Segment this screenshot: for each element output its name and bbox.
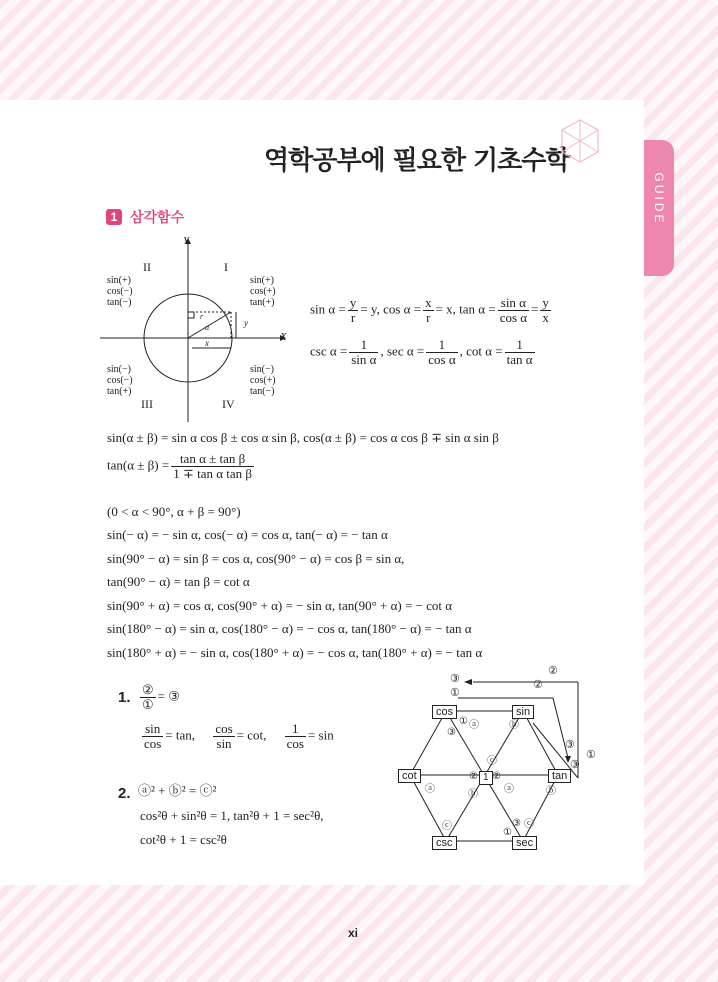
hex-marker-3: ③ <box>565 739 575 751</box>
hex-marker-c: ⓒ <box>487 756 497 767</box>
hex-marker-c: ⓒ <box>442 821 452 832</box>
reciprocal-definitions: csc α = $\frac{1}{\text{sin α}}$ , sec α = $\frac{1}{\text{cos α}}$ , cot α = $\frac{1}{\text{tan α}}$ <box>310 337 533 367</box>
identity-line: sin(180° + α) = − sin α, cos(180° + α) = − cos α, tan(180° + α) = − tan α <box>107 645 483 660</box>
hex-marker-a: ⓐ <box>469 720 479 731</box>
y-length-label: y <box>244 318 248 328</box>
hex-marker-1: ① <box>503 827 512 838</box>
hex-marker-1: ① <box>450 687 460 699</box>
rule-1-label: 1. <box>118 689 131 706</box>
hex-marker-a: ⓐ <box>504 784 514 795</box>
quadrant-2-label: II <box>143 260 151 274</box>
hex-marker-3: ③ <box>570 759 580 771</box>
hex-node-sin: sin <box>512 705 534 719</box>
rule-1-formula: $\frac{\text{②}}{\text{①}}$ = ③ <box>142 682 180 712</box>
hexagon-ornament-icon <box>560 118 600 164</box>
quadrant-4-label: IV <box>222 397 235 411</box>
identity-line: sin(90° − α) = sin β = cos α, cos(90° − α) = cos β = sin α, <box>107 551 405 566</box>
unit-circle-diagram <box>100 232 300 427</box>
hex-marker-1: ① <box>459 716 468 727</box>
q4-signs: sin(−) cos(+) tan(−) <box>250 364 276 397</box>
q3-signs: sin(−) cos(−) tan(+) <box>107 364 133 397</box>
hex-marker-1: ① <box>586 749 596 761</box>
section-heading <box>106 207 184 227</box>
hex-marker-2: ② <box>548 665 558 677</box>
hex-node-cos: cos <box>432 705 457 719</box>
addition-formula: sin(α ± β) = sin α cos β ± cos α sin β, cos(α ± β) = cos α cos β ∓ sin α sin β <box>107 430 499 445</box>
hex-node-tan: tan <box>548 769 571 783</box>
hex-marker-2: ② <box>469 771 478 782</box>
hex-marker-a: ⓐ <box>425 784 435 795</box>
hex-node-cot: cot <box>398 769 421 783</box>
hex-marker-b: ⓑ <box>468 789 478 800</box>
section-number: 1 <box>106 209 122 225</box>
hex-marker-2: ② <box>533 679 543 691</box>
q2-signs: sin(+) cos(−) tan(−) <box>107 275 133 308</box>
quadrant-1-label: I <box>224 260 228 274</box>
identity-line: sin(− α) = − sin α, cos(− α) = cos α, tan(− α) = − tan α <box>107 527 388 542</box>
radius-label: r <box>200 312 204 321</box>
page-number: xi <box>348 926 359 940</box>
hex-marker-3: ③ <box>447 727 456 738</box>
identity-line: (0 < α < 90°, α + β = 90°) <box>107 504 241 519</box>
rule-2-label: 2. <box>118 785 131 802</box>
rule-1-examples: $\frac{\sin}{\cos}$ = tan, $\frac{\cos}{\sin}$ = cot, $\frac{1}{\cos}$ = sin <box>144 721 334 751</box>
side-tab[interactable] <box>644 140 674 276</box>
q1-signs: sin(+) cos(+) tan(+) <box>250 275 276 308</box>
hex-marker-c: ⓒ <box>524 819 534 830</box>
quadrant-3-label: III <box>141 397 153 411</box>
hex-marker-2: ② <box>492 771 501 782</box>
rule-2-formula: ⓐ² + ⓑ² = ⓒ² <box>138 783 217 798</box>
y-axis-label: Y <box>183 235 190 247</box>
identity-line: sin(180° − α) = sin α, cos(180° − α) = − cos α, tan(180° − α) = − tan α <box>107 621 472 636</box>
rule-2-example-1: cos²θ + sin²θ = 1, tan²θ + 1 = sec²θ, <box>140 808 324 823</box>
hex-marker-b: ⓑ <box>546 786 556 797</box>
x-axis-label: X <box>280 331 287 343</box>
side-tab-label: GUIDE <box>652 172 666 226</box>
section-label: 삼각함수 <box>130 210 185 226</box>
hex-node-sec: sec <box>512 836 537 850</box>
rule-2-example-2: cot²θ + 1 = csc²θ <box>140 832 227 847</box>
basic-definitions: sin α = $\frac{y}{r}$ = y, cos α = $\frac{x}{r}$ = x, tan α = $\frac{\text{sin α}}{\text{cos α}}$ = $\frac{y}{x}$ <box>310 295 549 325</box>
tan-addition-formula: tan(α ± β) = $\frac{\text{tan α ± tan β}}{\text{1 ∓ tan α tan β}}$ <box>107 451 253 481</box>
hex-marker-b: ⓑ <box>509 720 519 731</box>
hex-node-one: 1 <box>479 771 493 785</box>
page-title: 역학공부에 필요한 기초수학 <box>264 146 570 176</box>
identity-line: tan(90° − α) = tan β = cot α <box>107 574 250 589</box>
alpha-label: α <box>205 323 210 332</box>
hex-node-csc: csc <box>432 836 457 850</box>
hex-marker-3: ③ <box>512 818 521 829</box>
x-length-label: x <box>205 338 209 348</box>
identity-line: sin(90° + α) = cos α, cos(90° + α) = − sin α, tan(90° + α) = − cot α <box>107 598 453 613</box>
hex-marker-3: ③ <box>450 673 460 685</box>
